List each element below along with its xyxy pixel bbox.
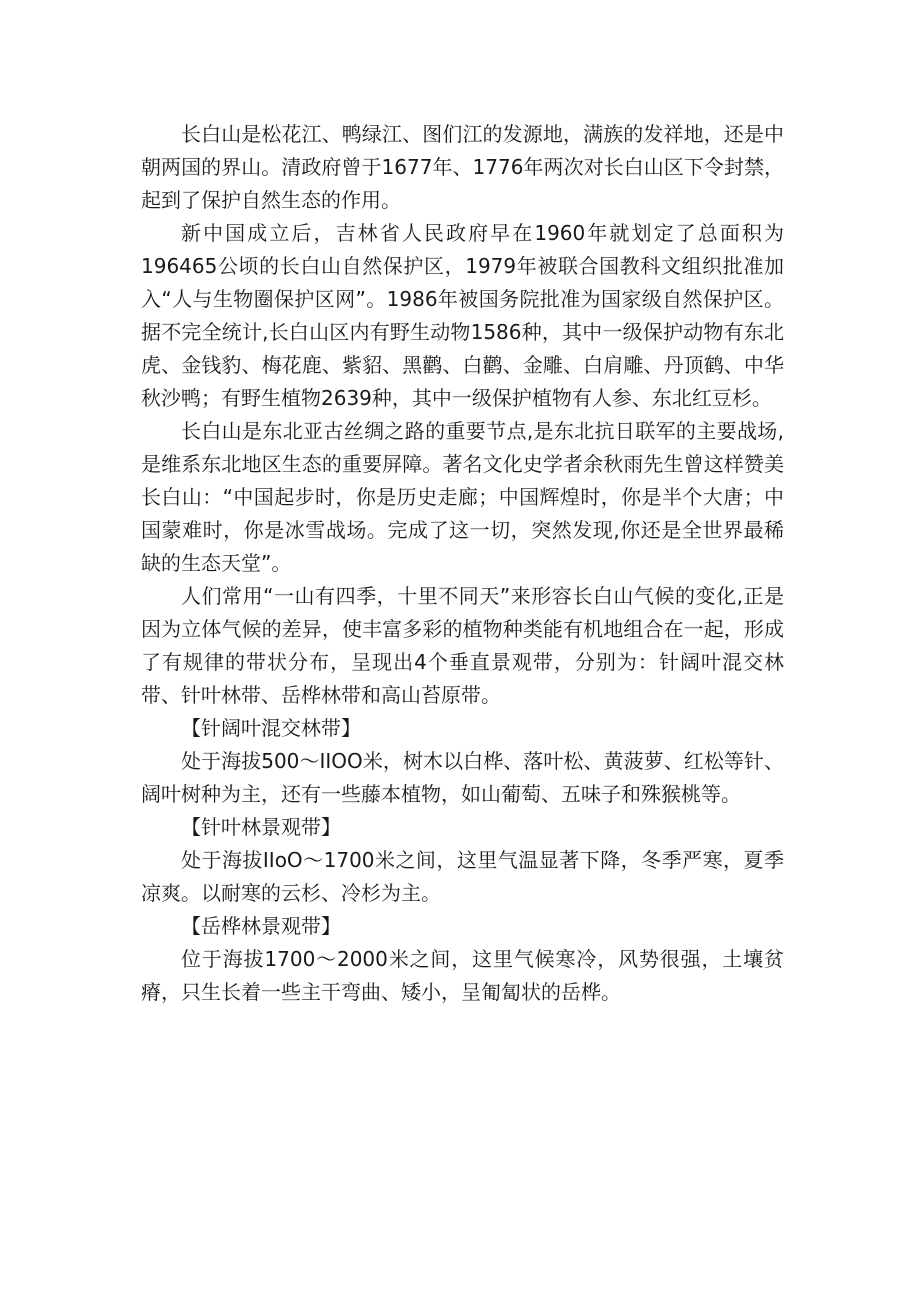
document-page <box>141 118 784 1009</box>
intro-paragraph: 长白山是松花江、鸭绿江、图们江的发源地，满族的发祥地，还是中朝两国的界山。清政府曾于1677年、1776年两次对长白山区下令封禁，起到了保护自然生态的作用。 <box>141 122 784 212</box>
climate-paragraph: 人们常用“一山有四季，十里不同天”来形容长白山气候的变化,正是因为立体气候的差异，使丰富多彩的植物种类能有机地组合在一起，形成了有规律的带状分布，呈现出4个垂直景观带，分别为：针阔叶混交林带、针叶林带、岳桦林带和高山苔原带。 <box>141 584 784 707</box>
section-heading-conifer-forest: 【针叶林景观带】 <box>181 815 341 839</box>
section-text-mixed-forest: 处于海拔500～IIOO米，树木以白桦、落叶松、黄菠萝、红松等针、阔叶树种为主，还有一些藤本植物，如山葡萄、五味子和殊猴桃等。 <box>141 749 784 806</box>
protection-paragraph: 新中国成立后，吉林省人民政府早在1960年就划定了总面积为196465公顷的长白山自然保护区，1979年被联合国教科文组织批准加入“人与生物圈保护区网”。1986年被国务院批准为国家级自然保护区。据不完全统计,长白山区内有野生动物1586种，其中一级保护动物有东北虎、金钱豹、梅花鹿、紫貂、黑鹳、白鹳、金雕、白肩雕、丹顶鹤、中华秋沙鸭；有野生植物2639种，其中一级保护植物有人参、东北红豆杉。 <box>141 221 784 410</box>
section-heading-mixed-forest: 【针阔叶混交林带】 <box>181 716 361 740</box>
section-text-conifer-forest: 处于海拔IIoO～1700米之间，这里气温显著下降，冬季严寒，夏季凉爽。以耐寒的云杉、冷杉为主。 <box>141 848 784 905</box>
history-paragraph: 长白山是东北亚古丝绸之路的重要节点,是东北抗日联军的主要战场,是维系东北地区生态的重要屏障。著名文化史学者余秋雨先生曾这样赞美长白山：“中国起步时，你是历史走廊；中国辉煌时，你是半个大唐；中国蒙难时，你是冰雪战场。完成了这一切，突然发现,你还是全世界最稀缺的生态天堂”。 <box>141 419 784 575</box>
section-text-birch-forest: 位于海拔1700～2000米之间，这里气候寒冷，风势很强，土壤贫瘠，只生长着一些主干弯曲、矮小，呈匍匐状的岳桦。 <box>141 947 784 1004</box>
section-heading-birch-forest: 【岳桦林景观带】 <box>181 914 341 938</box>
